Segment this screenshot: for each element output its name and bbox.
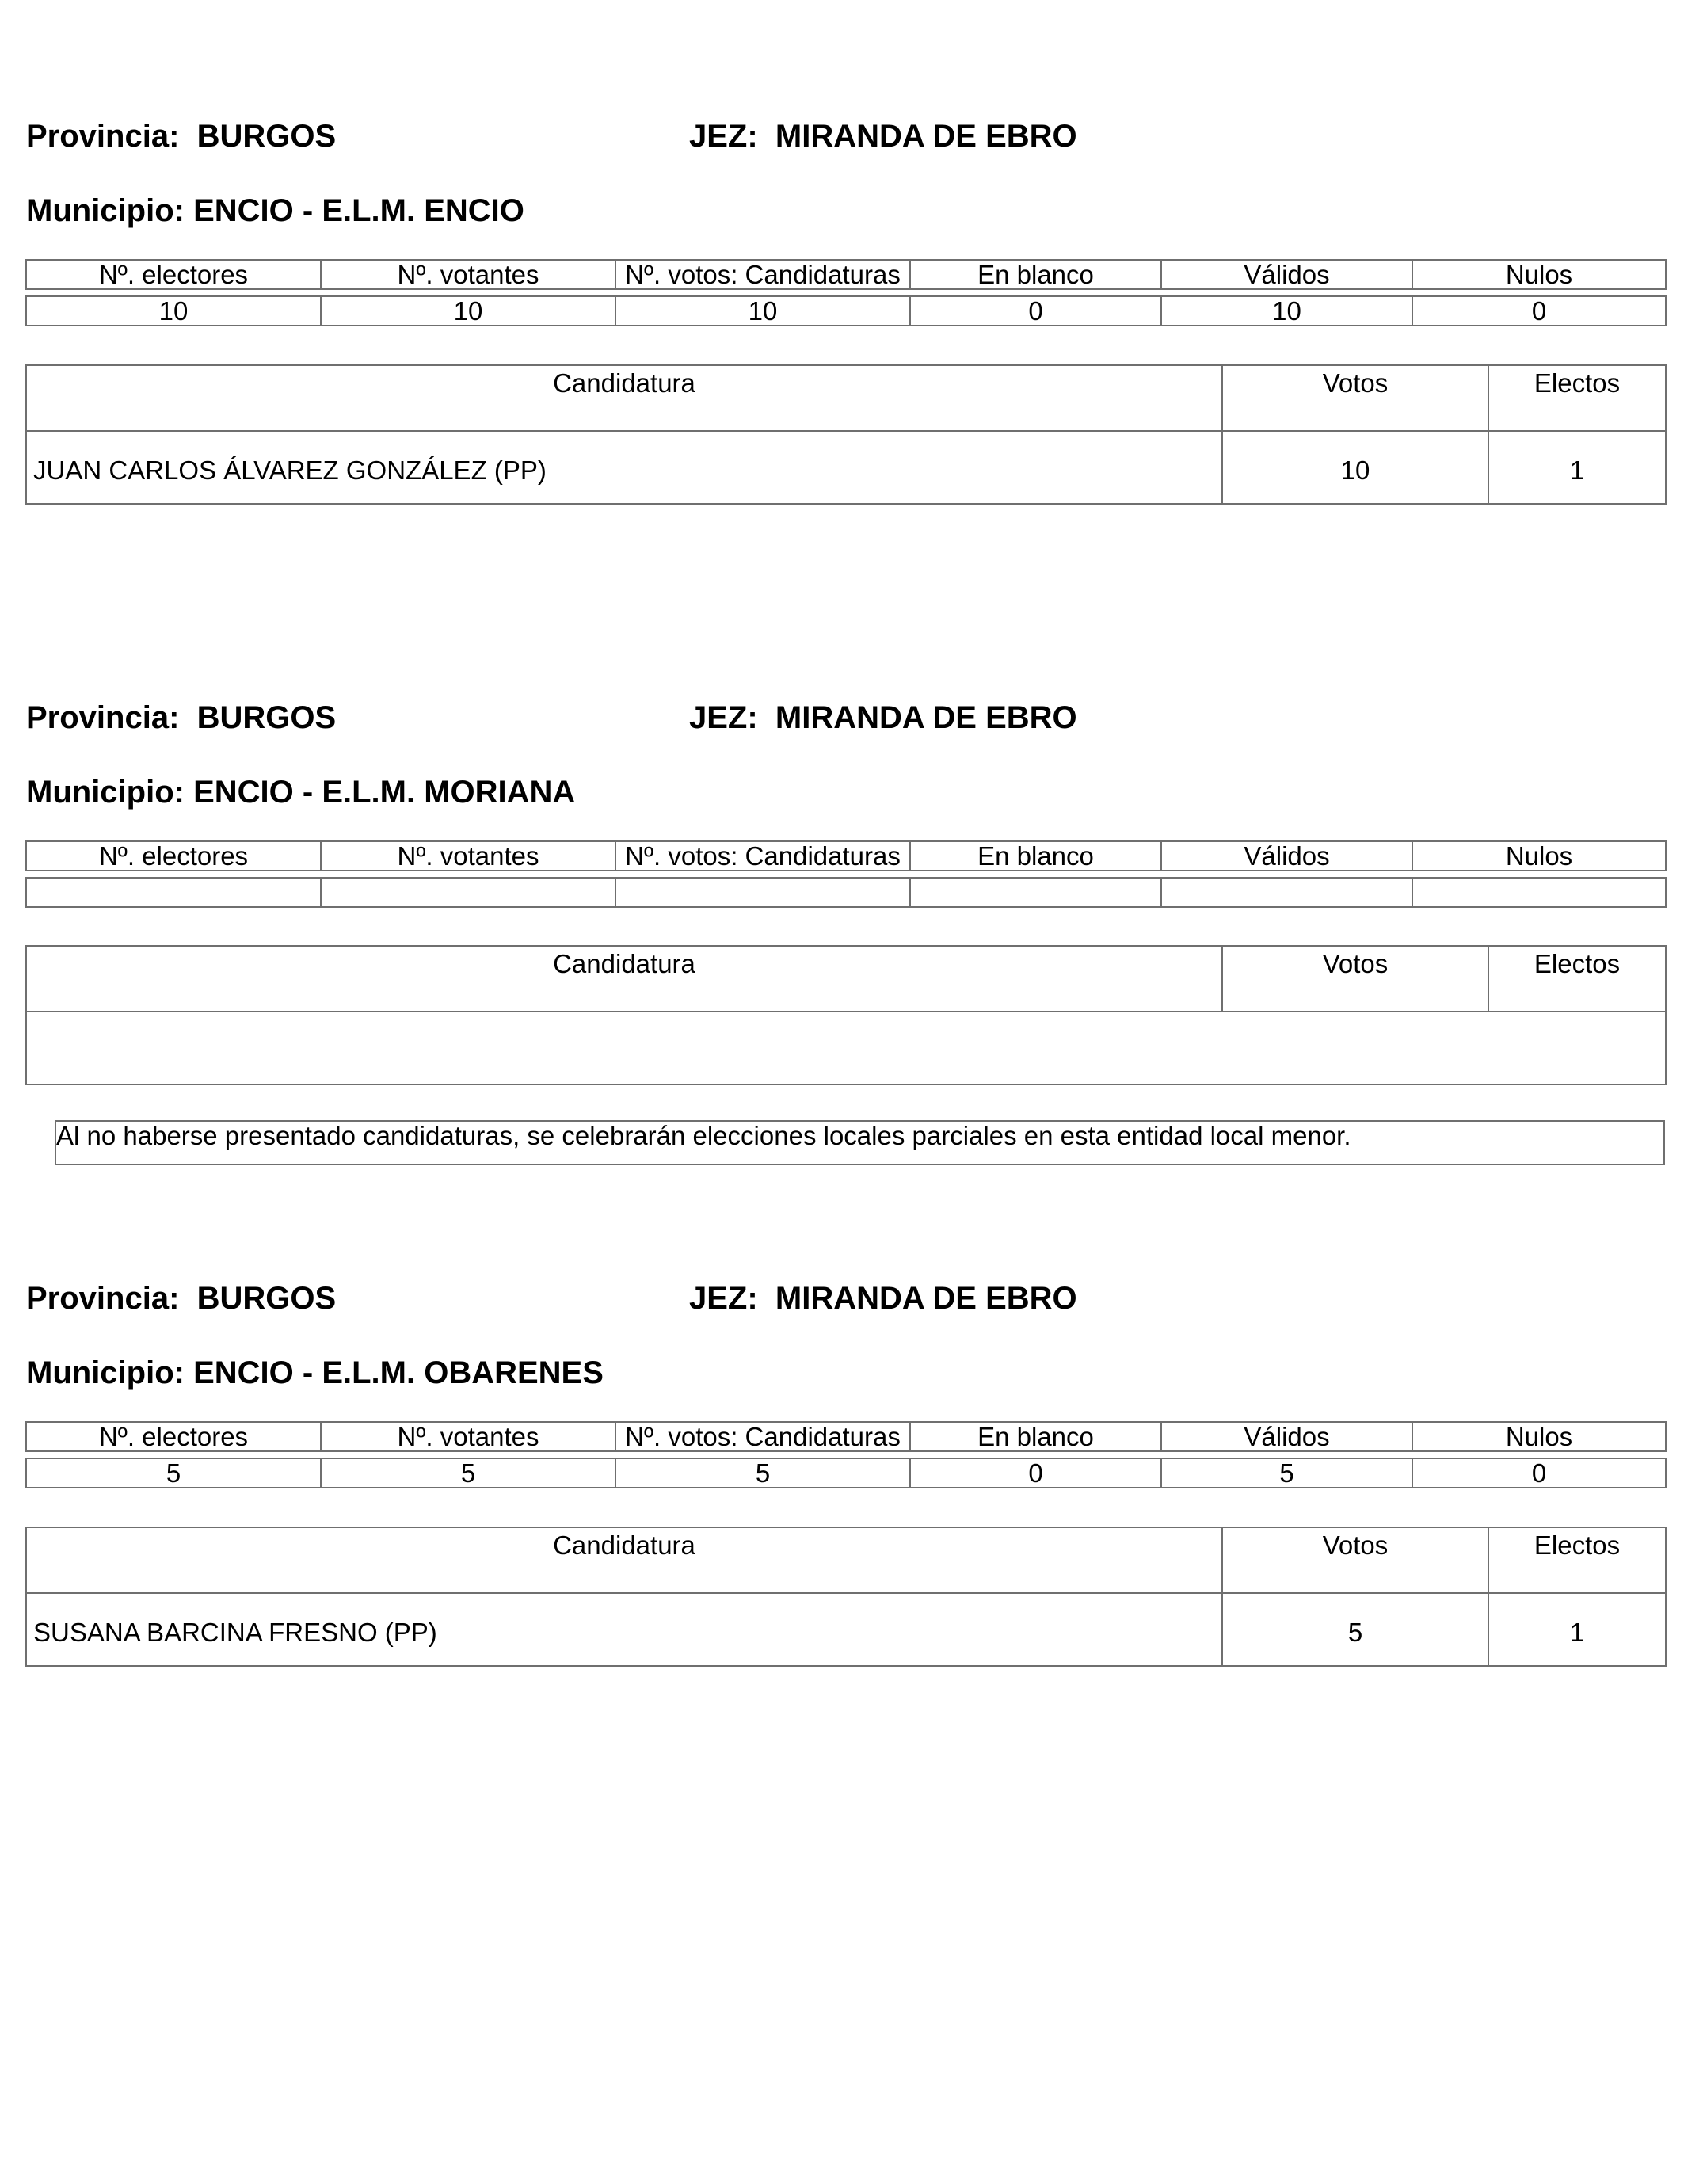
header-votos: Votos [1222,1527,1488,1593]
stats-value-votos-candidaturas: 10 [615,296,910,326]
candidate-row-empty [26,1012,1666,1084]
jez-value: MIRANDA DE EBRO [775,119,1077,154]
candidates-header-row [26,1527,1666,1593]
stats-value-validos: 5 [1161,1458,1412,1488]
jez-heading [689,1283,1077,1314]
stats-table [25,1421,1667,1488]
stats-header-validos: Válidos [1161,841,1412,871]
stats-header-row [26,260,1666,289]
candidate-votos: 10 [1222,431,1488,504]
stats-value-nulos: 0 [1412,296,1666,326]
stats-value-electores: 5 [26,1458,321,1488]
stats-header-en-blanco: En blanco [910,841,1161,871]
stats-header-row [26,841,1666,871]
provincia-label: Provincia: [26,1281,180,1316]
header-votos: Votos [1222,946,1488,1012]
stats-value-electores [26,878,321,907]
stats-header-nulos: Nulos [1412,260,1666,289]
stats-header-electores: Nº. electores [26,1422,321,1451]
stats-value-nulos: 0 [1412,1458,1666,1488]
provincia-label: Provincia: [26,700,180,735]
candidate-electos: 1 [1488,431,1666,504]
municipio-value: ENCIO - E.L.M. OBARENES [193,1355,604,1390]
stats-header-electores: Nº. electores [26,260,321,289]
stats-table [25,840,1667,908]
stats-value-votantes: 10 [321,296,615,326]
stats-value-en-blanco [910,878,1161,907]
stats-value-validos [1161,878,1412,907]
candidate-name: JUAN CARLOS ÁLVAREZ GONZÁLEZ (PP) [26,431,1222,504]
no-candidates-note: Al no haberse presentado candidaturas, se celebrarán elecciones locales parciales en esta entidad local menor. [55,1120,1665,1165]
candidate-row [26,1593,1666,1666]
stats-header-votos-candidaturas: Nº. votos: Candidaturas [615,1422,910,1451]
provincia-value: BURGOS [196,700,337,735]
stats-header-en-blanco: En blanco [910,1422,1161,1451]
stats-header-nulos: Nulos [1412,841,1666,871]
provincia-heading [26,702,336,734]
header-electos: Electos [1488,946,1666,1012]
jez-heading [689,702,1077,734]
candidate-electos: 1 [1488,1593,1666,1666]
stats-table [25,259,1667,326]
stats-value-nulos [1412,878,1666,907]
provincia-heading [26,1283,336,1314]
municipio-value: ENCIO - E.L.M. ENCIO [193,193,524,228]
stats-header-en-blanco: En blanco [910,260,1161,289]
header-electos: Electos [1488,365,1666,431]
provincia-value: BURGOS [196,119,337,154]
municipio-heading [26,1357,604,1389]
stats-value-votantes: 5 [321,1458,615,1488]
header-candidatura: Candidatura [26,1527,1222,1593]
stats-header-row [26,1422,1666,1451]
jez-value: MIRANDA DE EBRO [775,1281,1077,1316]
header-candidatura: Candidatura [26,946,1222,1012]
candidate-name: SUSANA BARCINA FRESNO (PP) [26,1593,1222,1666]
candidates-table [25,364,1667,505]
stats-header-votantes: Nº. votantes [321,260,615,289]
jez-label: JEZ: [689,700,758,735]
header-electos: Electos [1488,1527,1666,1593]
stats-value-en-blanco: 0 [910,1458,1161,1488]
stats-header-nulos: Nulos [1412,1422,1666,1451]
jez-value: MIRANDA DE EBRO [775,700,1077,735]
candidates-table [25,1527,1667,1667]
stats-value-en-blanco: 0 [910,296,1161,326]
stats-header-votos-candidaturas: Nº. votos: Candidaturas [615,841,910,871]
jez-heading [689,120,1077,152]
provincia-heading [26,120,336,152]
candidate-votos: 5 [1222,1593,1488,1666]
stats-header-validos: Válidos [1161,1422,1412,1451]
candidate-row [26,431,1666,504]
stats-value-votantes [321,878,615,907]
provincia-value: BURGOS [196,1281,337,1316]
stats-header-votantes: Nº. votantes [321,841,615,871]
provincia-label: Provincia: [26,119,180,154]
stats-value-row [26,296,1666,326]
stats-header-votantes: Nº. votantes [321,1422,615,1451]
municipio-value: ENCIO - E.L.M. MORIANA [193,775,576,810]
municipio-label: Municipio: [26,1355,185,1390]
stats-value-validos: 10 [1161,296,1412,326]
stats-value-votos-candidaturas: 5 [615,1458,910,1488]
stats-value-votos-candidaturas [615,878,910,907]
candidates-header-row [26,946,1666,1012]
candidate-name [26,1012,1666,1084]
stats-header-votos-candidaturas: Nº. votos: Candidaturas [615,260,910,289]
stats-value-row [26,878,1666,907]
candidates-header-row [26,365,1666,431]
municipio-label: Municipio: [26,775,185,810]
municipio-label: Municipio: [26,193,185,228]
jez-label: JEZ: [689,1281,758,1316]
stats-value-electores: 10 [26,296,321,326]
header-votos: Votos [1222,365,1488,431]
stats-header-validos: Válidos [1161,260,1412,289]
candidates-table [25,945,1667,1085]
header-candidatura: Candidatura [26,365,1222,431]
jez-label: JEZ: [689,119,758,154]
stats-header-electores: Nº. electores [26,841,321,871]
municipio-heading [26,195,524,227]
stats-value-row [26,1458,1666,1488]
municipio-heading [26,776,575,808]
